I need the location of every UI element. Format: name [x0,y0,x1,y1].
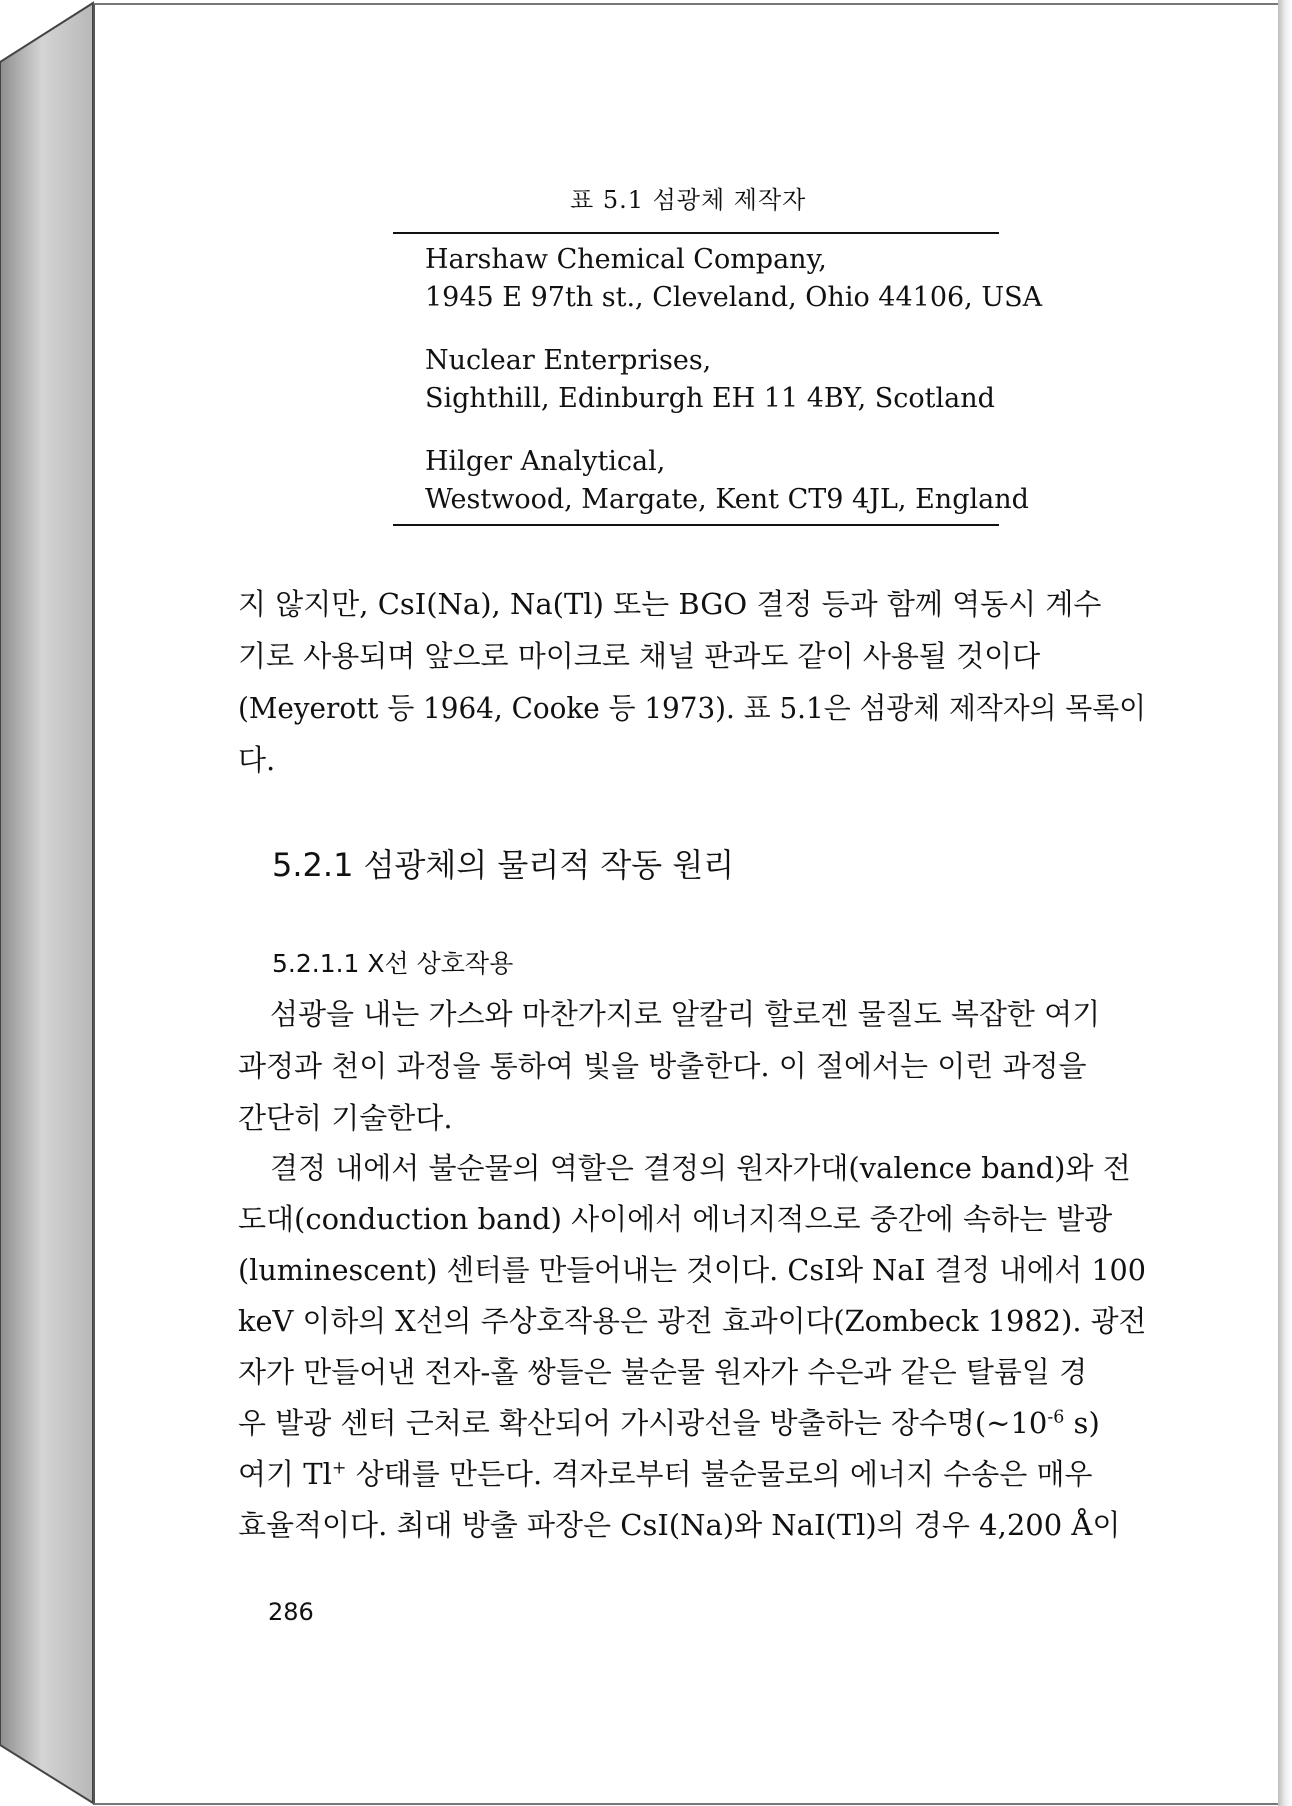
page-number: 286 [268,1598,314,1626]
section-heading: 5.2.1 섬광체의 물리적 작동 원리 [272,846,735,884]
text-line: 자가 만들어낸 전자-홀 쌍들은 불순물 원자가 수은과 같은 탈륨일 경 [238,1355,1088,1389]
subsection-heading: 5.2.1.1 X선 상호작용 [272,949,514,978]
text-line: (Meyerott 등 1964, Cooke 등 1973). 표 5.1은 섬광체 제작자의 목록이 [238,691,1147,725]
page-edge-shadow [1278,0,1292,1806]
table-entry-2 [425,342,995,418]
text-line: 도대(conduction band) 사이에서 에너지적으로 중간에 속하는 발광 [238,1202,1113,1236]
entry-address: Westwood, Margate, Kent CT9 4JL, England [425,484,1029,515]
text-line: 섬광을 내는 가스와 마찬가지로 알칼리 할로겐 물질도 복잡한 여기 [270,997,1101,1031]
entry-name: Harshaw Chemical Company, [425,244,827,275]
table-caption: 표 5.1 섬광체 제작자 [570,186,807,214]
text-line [238,1452,1093,1493]
entry-address: Sighthill, Edinburgh EH 11 4BY, Scotland [425,383,995,414]
entry-name: Nuclear Enterprises, [425,345,712,376]
text-line [238,1401,1100,1442]
text-line: keV 이하의 X선의 주상호작용은 광전 효과이다(Zombeck 1982). 광전 [238,1304,1147,1338]
text-line: 효율적이다. 최대 방출 파장은 CsI(Na)와 NaI(Tl)의 경우 4,200 Å이 [238,1508,1121,1542]
text-span: 상태를 만든다. 격자로부터 불순물로의 에너지 수송은 매우 [346,1457,1093,1491]
text-line: 지 않지만, CsI(Na), Na(Tl) 또는 BGO 결정 등과 함께 역동시 계수 [238,587,1102,621]
superscript: -6 [1047,1407,1065,1428]
text-line: 과정과 천이 과정을 통하여 빛을 방출한다. 이 절에서는 이런 과정을 [238,1049,1087,1083]
table-entry-1 [425,241,1042,317]
text-line: (luminescent) 센터를 만들어내는 것이다. CsI와 NaI 결정 내에서 100 [238,1253,1147,1287]
text-line: 다. [238,743,276,777]
entry-name: Hilger Analytical, [425,446,666,477]
text-line: 기로 사용되며 앞으로 마이크로 채널 판과도 같이 사용될 것이다 [238,639,1041,673]
table-bottom-rule [393,524,999,526]
text-span: s) [1064,1406,1100,1440]
text-line: 간단히 기술한다. [238,1101,453,1135]
table-top-rule [393,232,999,234]
text-line: 결정 내에서 불순물의 역할은 결정의 원자가대(valence band)와 전 [270,1151,1131,1185]
superscript: + [331,1458,347,1479]
text-span: 여기 Tl [238,1457,332,1491]
text-span: 우 발광 센터 근처로 확산되어 가시광선을 방출하는 장수명(~10 [238,1406,1048,1440]
entry-address: 1945 E 97th st., Cleveland, Ohio 44106, USA [425,282,1043,313]
table-entry-3 [425,443,1029,519]
